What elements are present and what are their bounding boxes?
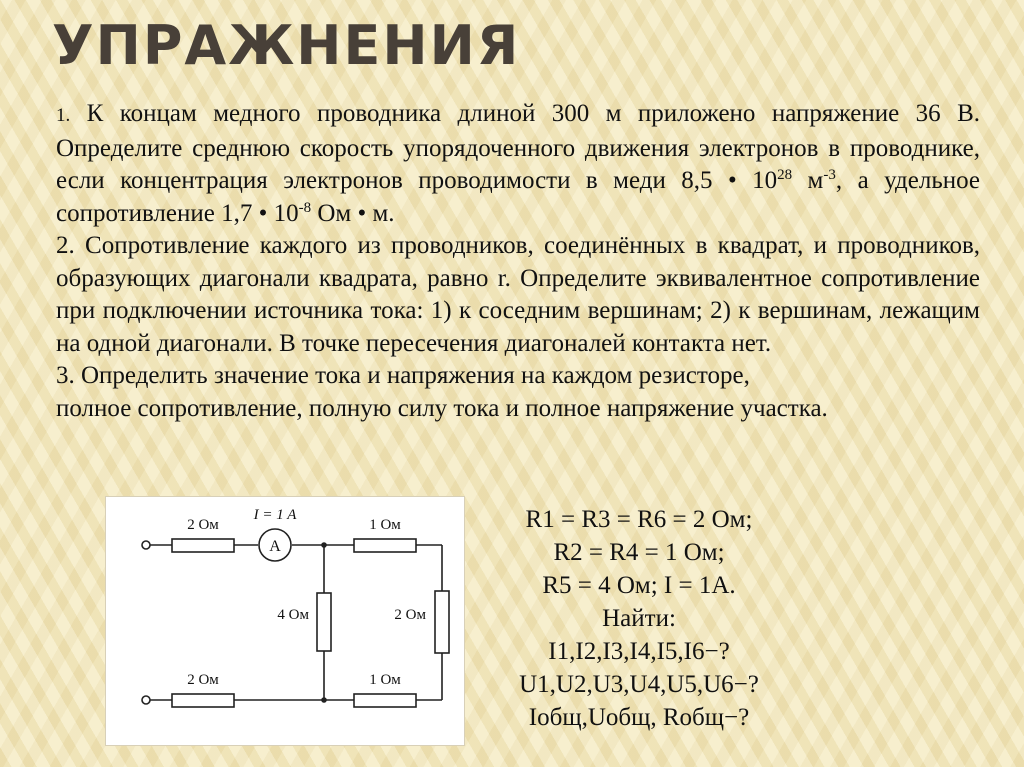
- problem-1-exponent-minus8: -8: [298, 199, 312, 216]
- problem-3-line-2: полное сопротивление, полную силу тока и полное напряжение участка.: [56, 394, 828, 422]
- exercise-text: [56, 98, 980, 425]
- circuit-svg: [106, 497, 464, 745]
- given-line-6: U1,U2,U3,U4,U5,U6−?: [519, 671, 759, 698]
- terminal-bottom: [142, 696, 150, 704]
- problem-1-exponent-28: 28: [777, 167, 793, 183]
- label-r1: 2 Ом: [187, 517, 219, 533]
- label-r6: 2 Ом: [394, 607, 426, 623]
- ammeter-symbol: A: [269, 538, 281, 555]
- resistor-r3: [172, 694, 234, 707]
- problem-1-number: 1.: [56, 105, 71, 126]
- given-line-1: R1 = R3 = R6 = 2 Ом;: [525, 506, 753, 533]
- given-values: [500, 503, 778, 734]
- terminal-top: [142, 541, 150, 549]
- resistor-r1: [172, 539, 234, 552]
- junction-bottom: [321, 697, 327, 703]
- label-r3: 2 Ом: [187, 672, 219, 688]
- circuit-diagram: [105, 496, 465, 746]
- resistor-r2: [354, 539, 416, 552]
- resistor-r6: [435, 591, 449, 653]
- label-current: I = 1 A: [253, 507, 297, 523]
- label-r2: 1 Ом: [369, 517, 401, 533]
- given-line-4: Найти:: [602, 605, 676, 632]
- junction-top: [321, 542, 327, 548]
- given-line-3: R5 = 4 Ом; I = 1A.: [542, 572, 736, 599]
- problem-1-text-c: , а удельное сопротивление 1,7 • 10: [56, 167, 980, 227]
- given-line-5: I1,I2,I3,I4,I5,I6−?: [548, 638, 730, 665]
- problem-1-text-d: Ом • м.: [311, 199, 395, 227]
- problem-1: [56, 98, 980, 230]
- given-line-2: R2 = R4 = 1 Ом;: [553, 539, 725, 566]
- problem-1-text-b: м: [792, 167, 824, 194]
- resistor-r4: [354, 694, 416, 707]
- given-line-7: Iобщ,Uобщ, Rобщ−?: [528, 704, 750, 731]
- problem-1-text-a: К концам медного проводника длиной 300 м приложено напряжение 36 В. Определите среднюю скорость упорядоченного движения электронов в проводнике, если концентрация электронов проводимости в меди 8,5 • 10: [56, 100, 980, 194]
- label-r4: 1 Ом: [369, 672, 401, 688]
- problem-2: 2. Сопротивление каждого из проводников, соединённых в квадрат, и проводников, образующих диагонали квадрата, равно r. Определите эквивалентное сопротивление при подключении источника тока: 1) к соседним вершинам; 2) к вершинам, лежащим на одной диагонали. В точке пересечения диагоналей контакта нет.: [56, 232, 980, 357]
- slide-title: УПРАЖНЕНИЯ: [52, 14, 521, 77]
- label-r5: 4 Ом: [277, 607, 309, 623]
- problem-3-line-1: 3. Определить значение тока и напряжения на каждом резисторе,: [56, 362, 750, 389]
- resistor-r5: [317, 593, 331, 651]
- problem-1-exponent-minus3: -3: [823, 167, 836, 183]
